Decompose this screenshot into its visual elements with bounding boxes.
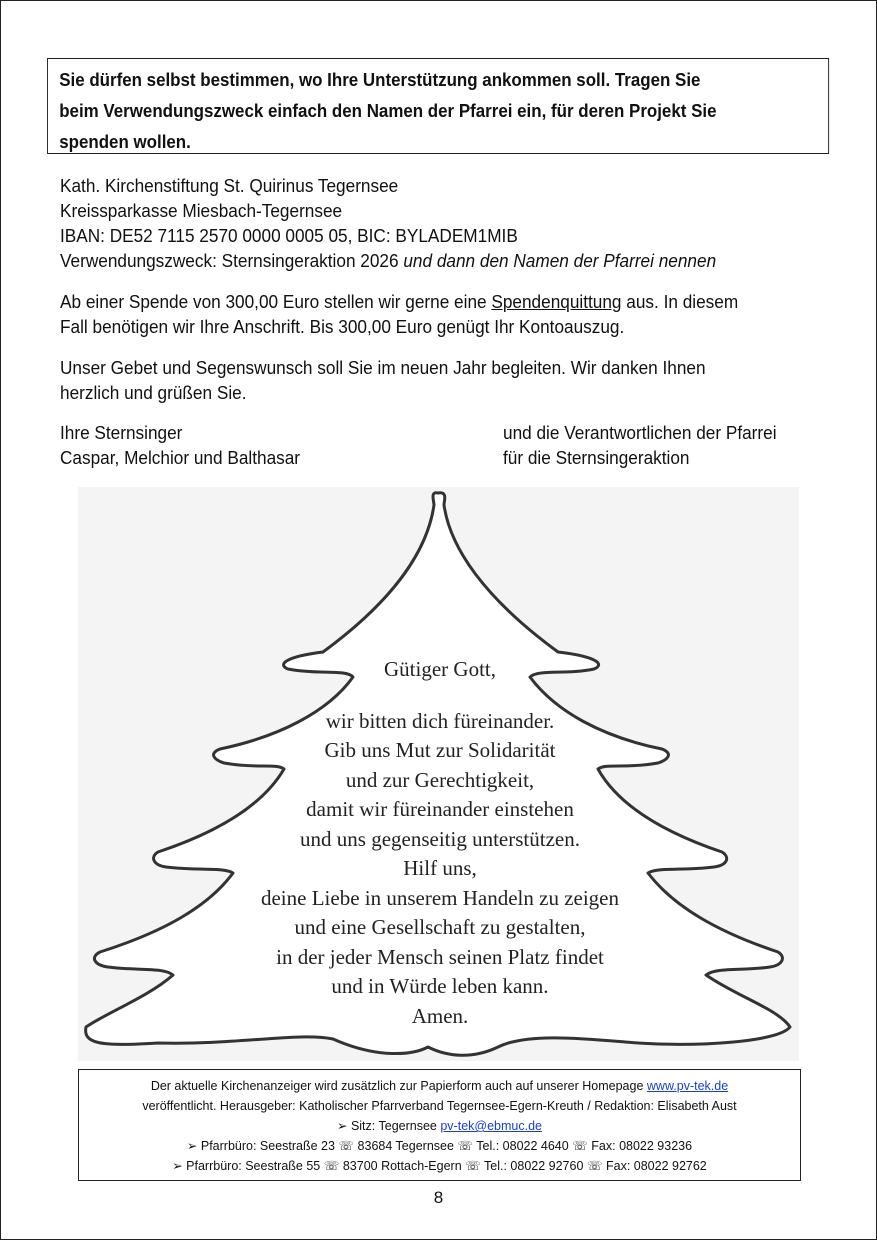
donation-notice-box	[47, 58, 829, 154]
poem-line: und zur Gerechtigkeit,	[345, 767, 535, 792]
iban-bic: IBAN: DE52 7115 2570 0000 0005 05, BIC: BYLADEM1MIB	[60, 225, 518, 246]
homepage-link[interactable]: www.pv-tek.de	[646, 1079, 729, 1093]
bank-details	[60, 173, 716, 273]
poem-line: und in Würde leben kann.	[331, 974, 549, 998]
donation-receipt-link[interactable]: Spendenquittung	[491, 291, 622, 312]
receipt-paragraph	[60, 289, 738, 339]
signature-left-line-1: Ihre Sternsinger	[60, 422, 183, 443]
poem-line: deine Liebe in unserem Handeln zu zeigen	[260, 885, 619, 910]
notice-line-2: beim Verwendungszweck einfach den Namen der Pfarrei ein, für deren Projekt Sie	[59, 101, 717, 121]
notice-line-1: Sie dürfen selbst bestimmen, wo Ihre Unterstützung ankommen soll. Tragen Sie	[59, 70, 701, 90]
bank-name: Kreissparkasse Miesbach-Tegernsee	[60, 200, 343, 221]
footer-line-5: ➢ Pfarrbüro: Seestraße 55 ☏ 83700 Rottach-Egern ☏ Tel.: 08022 92760 ☏ Fax: 08022 92762	[172, 1159, 707, 1173]
poem-line: Gib uns Mut zur Solidarität	[324, 738, 556, 762]
poem-line: in der jeder Mensch seinen Platz findet	[276, 944, 604, 969]
account-holder: Kath. Kirchenstiftung St. Quirinus Tegernsee	[60, 175, 399, 196]
blessing-line-2: herzlich und grüßen Sie.	[60, 382, 247, 403]
email-link[interactable]: pv-tek@ebmuc.de	[440, 1119, 542, 1133]
footer-homepage-text: Der aktuelle Kirchenanzeiger wird zusätzlich zur Papierform auch auf unserer Homepage	[150, 1079, 647, 1093]
purpose-label: Verwendungszweck: Sternsingeraktion 2026	[60, 250, 404, 271]
prayer-poem	[190, 655, 690, 1031]
poem-line: und eine Gesellschaft zu gestalten,	[294, 915, 586, 939]
footer-box	[78, 1069, 801, 1181]
receipt-text-post: aus. In diesem	[621, 291, 739, 312]
signature-right	[503, 420, 777, 470]
page-number: 8	[433, 1188, 444, 1207]
poem-line	[190, 685, 690, 707]
purpose-hint: und dann den Namen der Pfarrei nennen	[403, 250, 717, 271]
footer-line-2: veröffentlicht. Herausgeber: Katholischer Pfarrverband Tegernsee-Egern-Kreuth / Redaktion: Elisabeth Aust	[142, 1099, 737, 1113]
payment-purpose	[60, 248, 716, 273]
signature-right-line-2: für die Sternsingeraktion	[503, 447, 690, 468]
signature-left	[60, 420, 300, 470]
signature-left-line-2: Caspar, Melchior und Balthasar	[60, 447, 301, 468]
footer-seat-text: ➢ Sitz: Tegernsee	[337, 1119, 441, 1133]
poem-line: Hilf uns,	[403, 856, 477, 880]
blessing-line-1: Unser Gebet und Segenswunsch soll Sie im neuen Jahr begleiten. Wir danken Ihnen	[60, 357, 706, 378]
poem-line: und uns gegenseitig unterstützen.	[300, 826, 580, 851]
footer-line-4: ➢ Pfarrbüro: Seestraße 23 ☏ 83684 Tegernsee ☏ Tel.: 08022 4640 ☏ Fax: 08022 93236	[186, 1139, 693, 1153]
receipt-line-2: Fall benötigen wir Ihre Anschrift. Bis 300,00 Euro genügt Ihr Kontoauszug.	[60, 316, 625, 337]
notice-line-3: spenden wollen.	[59, 132, 191, 152]
poem-line: damit wir füreinander einstehen	[306, 797, 574, 821]
footer-line-1	[79, 1076, 800, 1096]
poem-line: Gütiger Gott,	[384, 657, 496, 681]
poem-line: Amen.	[411, 1003, 469, 1028]
receipt-text-pre: Ab einer Spende von 300,00 Euro stellen wir gerne eine	[60, 291, 492, 312]
poem-line: wir bitten dich füreinander.	[325, 708, 555, 733]
blessing-paragraph	[60, 355, 706, 405]
footer-line-3	[79, 1116, 800, 1136]
receipt-line-1	[60, 289, 738, 314]
signature-right-line-1: und die Verantwortlichen der Pfarrei	[503, 422, 777, 443]
